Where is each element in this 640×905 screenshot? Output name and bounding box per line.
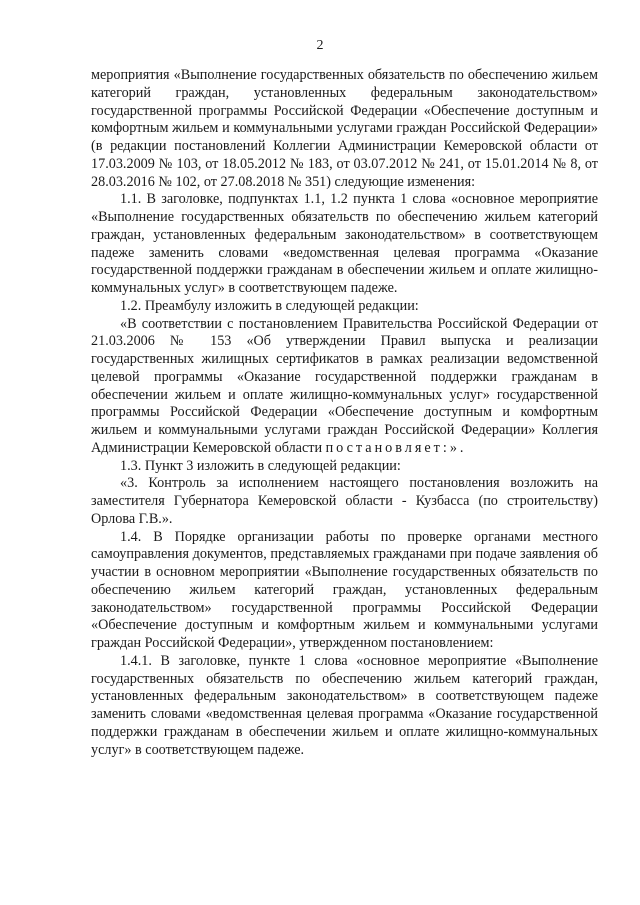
paragraph-1-4: 1.4. В Порядке организации работы по проверке органами местного самоуправления документов, представляемых гражданами при подаче заявления об участии в основном мероприятии «Выполнение государственных обязательств по обеспечению жильем категорий граждан, установленных федеральным законодательством» государственной программы Российской Федерации «Обеспечение доступным и комфортным жильем и коммунальными услугами граждан Российской Федерации», утвержденном постановлением: [91, 528, 598, 651]
paragraph-1-4-1: 1.4.1. В заголовке, пункте 1 слова «основное мероприятие «Выполнение государственных обязательств по обеспечению жильем категорий граждан, установленных федеральным законодательством» в соответствующем падеже заменить словами «ведомственная целевая программа «Оказание государственной поддержки гражданам в обеспечении жильем и оплате жилищно-коммунальных услуг» в соответствующем падеже. [91, 652, 598, 758]
paragraph-1-2: 1.2. Преамбулу изложить в следующей редакции: [120, 297, 419, 314]
paragraph-1-2-quote [91, 316, 598, 458]
paragraph-1-3: 1.3. Пункт 3 изложить в следующей редакции: [120, 457, 401, 474]
paragraph-1-1: 1.1. В заголовке, подпунктах 1.1, 1.2 пункта 1 слова «основное мероприятие «Выполнение государственных обязательств по обеспечению жильем категорий граждан, установленных федеральным законодательством» в соответствующем падеже заменить словами «ведомственная целевая программа «Оказание государственной поддержки гражданам в обеспечении жильем и оплате жилищно-коммунальных услуг» в соответствующем падеже. [91, 191, 598, 296]
document-body [91, 67, 598, 759]
decree-word: постановляет:». [325, 439, 467, 456]
paragraph-1-3-quote: «3. Контроль за исполнением настоящего постановления возложить на заместителя Губернатора Кемеровской области - Кузбасса (по строительству) Орлова Г.В.». [91, 475, 598, 527]
page-number: 2 [316, 38, 324, 53]
preamble-text: «В соответствии с постановлением Правительства Российской Федерации от 21.03.2006 № 153 «Об утверждении Правил выпуска и реализации государственных жилищных сертификатов в рамках реализации ведомственной целевой программы «Оказание государственной поддержки гражданам в обеспечении жильем и оплате жилищно-коммунальных услуг» государственной программы Российской Федерации «Обеспечение доступным и комфортным жильем и коммунальными услугами граждан Российской Федерации» Коллегия Администрации Кемеровской области [91, 315, 598, 456]
paragraph-intro: мероприятия «Выполнение государственных обязательств по обеспечению жильем категорий граждан, установленных федеральным законодательством» государственной программы Российской Федерации «Обеспечение доступным и комфортным жильем и коммунальными услугами граждан Российской Федерации» (в редакции постановлений Коллегии Администрации Кемеровской области от 17.03.2009 № 103, от 18.05.2012 № 183, от 03.07.2012 № 241, от 15.01.2014 № 8, от 28.03.2016 № 102, от 27.08.2018 № 351) следующие изменения: [91, 67, 598, 190]
